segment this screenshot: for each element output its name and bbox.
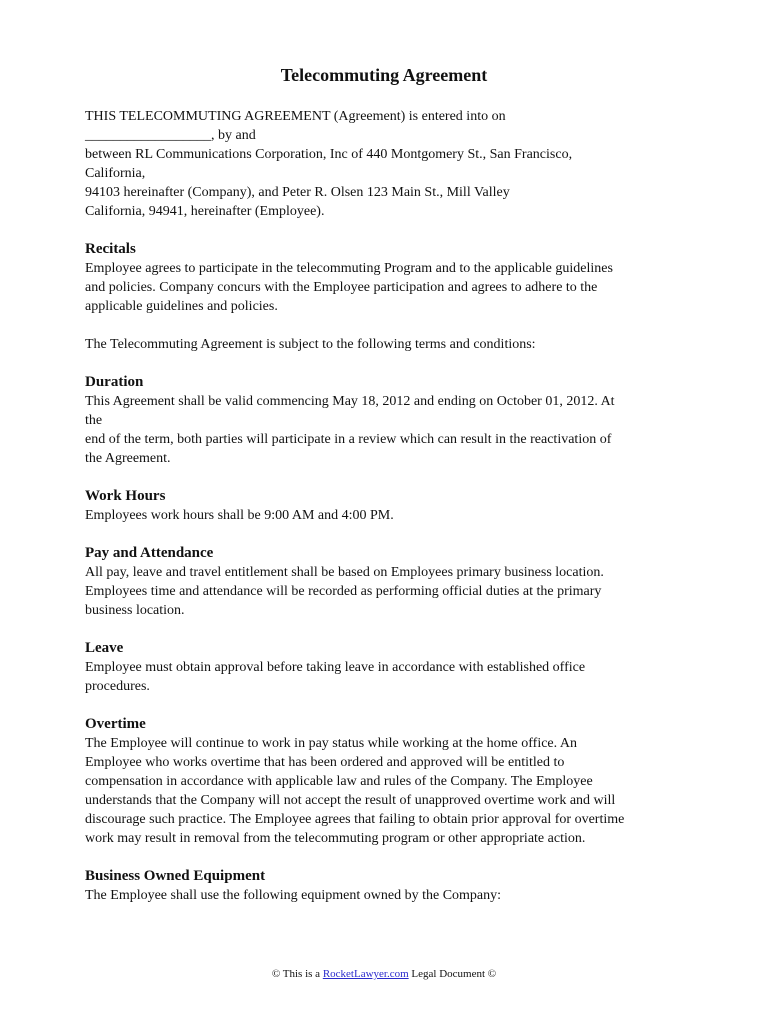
section-duration: [85, 373, 685, 468]
section-line: understands that the Company will not accept the result of unapproved overtime work and will: [85, 793, 616, 808]
intro-line: California, 94941, hereinafter (Employee).: [85, 204, 325, 219]
section-pay-attendance: [85, 544, 685, 620]
footer: [0, 967, 768, 981]
section-heading: Pay and Attendance: [85, 545, 214, 561]
section-leave: [85, 639, 685, 696]
intro-line: California,: [85, 166, 146, 181]
intro-line: __________________, by and: [85, 128, 256, 143]
intro-line: THIS TELECOMMUTING AGREEMENT (Agreement) is entered into on: [85, 109, 506, 124]
section-heading: Leave: [85, 640, 124, 656]
section-heading: Business Owned Equipment: [85, 868, 266, 884]
section-line: Employees time and attendance will be recorded as performing official duties at the primary: [85, 584, 602, 599]
section-line: applicable guidelines and policies.: [85, 299, 278, 314]
section-line: Employee who works overtime that has been ordered and approved will be entitled to: [85, 755, 565, 770]
section-line: end of the term, both parties will participate in a review which can result in the reactivation of: [85, 432, 612, 447]
section-line: Employees work hours shall be 9:00 AM and 4:00 PM.: [85, 508, 394, 523]
intro-line: 94103 hereinafter (Company), and Peter R. Olsen 123 Main St., Mill Valley: [85, 185, 510, 200]
section-line: procedures.: [85, 679, 150, 694]
section-line: compensation in accordance with applicable law and rules of the Company. The Employee: [85, 774, 593, 789]
intro-line: between RL Communications Corporation, Inc of 440 Montgomery St., San Francisco,: [85, 147, 573, 162]
section-line: business location.: [85, 603, 185, 618]
section-line: the Agreement.: [85, 451, 171, 466]
section-line: All pay, leave and travel entitlement shall be based on Employees primary business location.: [85, 565, 604, 580]
section-line: discourage such practice. The Employee agrees that failing to obtain prior approval for overtime: [85, 812, 625, 827]
terms-intro: The Telecommuting Agreement is subject to the following terms and conditions:: [85, 337, 536, 352]
rocketlawyer-link[interactable]: RocketLawyer.com: [322, 968, 409, 980]
section-heading: Recitals: [85, 241, 136, 257]
section-line: and policies. Company concurs with the Employee participation and agrees to adhere to the: [85, 280, 598, 295]
section-heading: Duration: [85, 374, 144, 390]
intro-paragraph: [85, 107, 685, 221]
footer-prefix: © This is a: [271, 968, 323, 980]
section-overtime: [85, 715, 685, 848]
section-line: work may result in removal from the telecommuting program or other appropriate action.: [85, 831, 586, 846]
section-heading: Overtime: [85, 716, 146, 732]
section-line: the: [85, 413, 103, 428]
section-line: Employee agrees to participate in the telecommuting Program and to the applicable guidelines: [85, 261, 613, 276]
section-line: The Employee will continue to work in pay status while working at the home office. An: [85, 736, 577, 751]
section-heading: Work Hours: [85, 488, 166, 504]
document-body: [85, 107, 685, 905]
document-title: Telecommuting Agreement: [280, 65, 488, 85]
section-line: This Agreement shall be valid commencing May 18, 2012 and ending on October 01, 2012. At: [85, 394, 615, 409]
footer-suffix: Legal Document ©: [408, 968, 497, 980]
section-work-hours: [85, 487, 685, 525]
section-line: The Employee shall use the following equipment owned by the Company:: [85, 888, 502, 903]
section-line: Employee must obtain approval before taking leave in accordance with established office: [85, 660, 586, 675]
section-equipment: [85, 867, 685, 905]
section-recitals: [85, 240, 685, 316]
